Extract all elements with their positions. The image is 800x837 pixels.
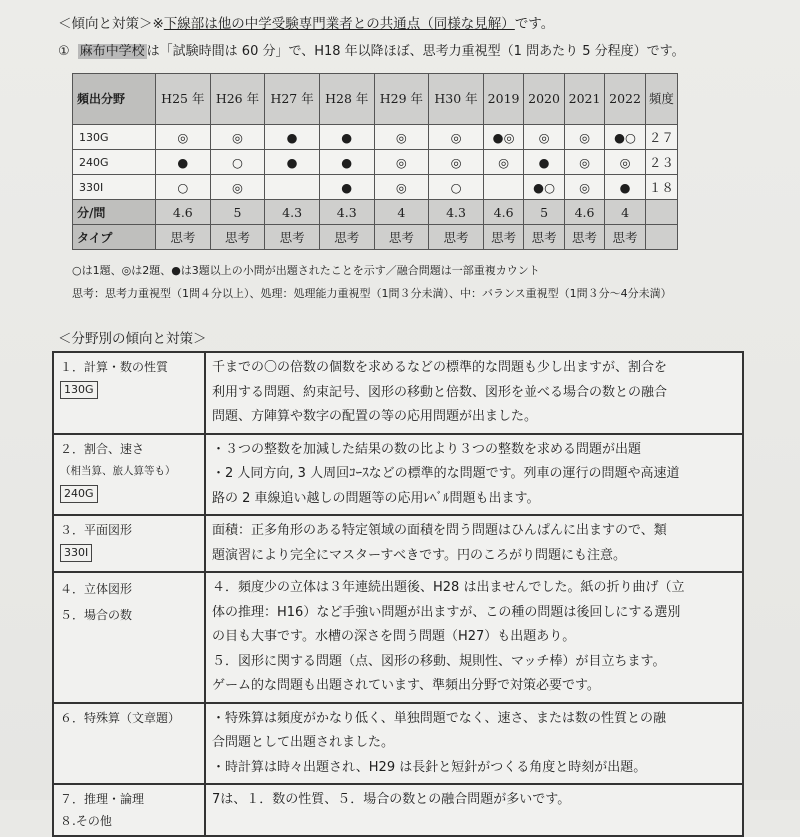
topic-line: ５．図形に関する問題（点、図形の移動、規則性、マッチ棒）が目立ちます。 — [212, 653, 666, 669]
heading-title: ＜傾向と対策＞ — [58, 16, 153, 32]
topic-line: 路の 2 車線追い越しの問題等の応用ﾚﾍﾞﾙ問題も出ます。 — [212, 490, 540, 506]
year-cell: H28 年 — [319, 74, 374, 125]
topic-label-cell — [53, 784, 205, 836]
type-cell: 思考 — [210, 225, 265, 250]
minutes-cell: 5 — [210, 200, 265, 225]
mark-cell: ● — [524, 150, 564, 175]
year-cell: H26 年 — [210, 74, 265, 125]
empty-cell — [645, 200, 677, 225]
freq-cell: ２３ — [645, 150, 677, 175]
table-row — [53, 434, 743, 516]
topic-label-cell — [53, 703, 205, 785]
mark-cell: ● — [319, 150, 374, 175]
mark-cell: ◎ — [156, 125, 211, 150]
year-cell: H30 年 — [429, 74, 484, 125]
section-heading-topics: ＜分野別の傾向と対策＞ — [58, 331, 207, 347]
type-row — [73, 225, 678, 250]
mark-cell: ● — [605, 175, 645, 200]
topic-description-cell — [205, 572, 743, 703]
year-cell: H25 年 — [156, 74, 211, 125]
topic-line: 千までの〇の倍数の個数を求めるなどの標準的な問題も少し出ますが、割合を — [212, 360, 668, 375]
mark-cell: ◎ — [564, 150, 604, 175]
mark-cell: ● — [319, 175, 374, 200]
topic-line: の目も大事です。水槽の深さを問う問題（H27）も出題あり。 — [212, 629, 576, 644]
row-code: 240G — [73, 150, 156, 175]
mark-cell: ◎ — [374, 125, 429, 150]
mark-cell: ○ — [429, 175, 484, 200]
minutes-row — [73, 200, 678, 225]
mark-cell: ◎ — [564, 175, 604, 200]
year-cell: 2021 — [564, 74, 604, 125]
topic-line: 体の推理：H16）など手強い問題が出ますが、この種の問題は後回しにする選別 — [212, 604, 681, 620]
mark-cell: ○ — [156, 175, 211, 200]
topic-line: ゲーム的な問題も出題されています、準頻出分野で対策必要です。 — [212, 678, 600, 693]
topic-label: １．計算・数の性質 — [60, 360, 169, 374]
mark-cell: ●○ — [524, 175, 564, 200]
topic-line: ４．頻度少の立体は３年連続出題後、H28 は出ませんでした。紙の折り曲げ（立 — [212, 580, 685, 595]
topic-label: ３．平面図形 — [60, 523, 133, 537]
table-row — [53, 352, 743, 434]
mark-cell — [483, 175, 523, 200]
mark-cell: ◎ — [374, 150, 429, 175]
topic-label-cell — [53, 434, 205, 516]
topic-label: ５．場合の数 — [60, 608, 133, 622]
legend-note: ○は1題、◎は2題、●は3題以上の小問が出題されたことを示す／融合問題は一部重複カウント — [72, 264, 540, 277]
type-cell: 思考 — [156, 225, 211, 250]
topic-line: ・2 人同方向, 3 人周回ｺｰｽなどの標準的な問題です。列車の運行の問題や高速道 — [212, 466, 680, 481]
year-cell: H27 年 — [265, 74, 320, 125]
type-note: 思考：思考力重視型（1問４分以上）、処理：処理能力重視型（1問３分未満）、中：バランス重視型（1問３分～4分未満） — [72, 287, 672, 300]
year-cell: 2020 — [524, 74, 564, 125]
topic-line: 面積：正多角形のある特定領域の面積を問う問題はひんぱんに出ますので、類 — [212, 523, 667, 538]
topic-label: ４．立体図形 — [60, 582, 133, 596]
minutes-cell: 4 — [374, 200, 429, 225]
type-cell: 思考 — [319, 225, 374, 250]
type-cell: 思考 — [374, 225, 429, 250]
freq-cell: １８ — [645, 175, 677, 200]
topic-line: 合問題として出題されました。 — [212, 735, 395, 750]
topic-description-cell — [205, 784, 743, 836]
heading-note-underlined: 下線部は他の中学受験専門業者との共通点（同様な見解） — [163, 16, 515, 32]
table-row — [53, 515, 743, 572]
topic-label-cell — [53, 572, 205, 703]
heading-note-suffix: です。 — [514, 16, 555, 32]
mark-cell: ● — [319, 125, 374, 150]
mark-cell: ◎ — [524, 125, 564, 150]
year-cell: 2022 — [605, 74, 645, 125]
topic-code: 130G — [60, 381, 98, 399]
year-cell: H29 年 — [374, 74, 429, 125]
frequency-header-row — [73, 74, 678, 125]
topic-description-cell — [205, 434, 743, 516]
minutes-cell: 4.6 — [156, 200, 211, 225]
mark-cell: ● — [265, 150, 320, 175]
mark-cell: ◎ — [564, 125, 604, 150]
type-cell: 思考 — [564, 225, 604, 250]
topic-label-cell — [53, 352, 205, 434]
table-row — [73, 175, 678, 200]
school-summary-line — [58, 40, 685, 59]
mark-cell: ◎ — [374, 175, 429, 200]
school-name: 麻布中学校 — [79, 44, 145, 59]
topic-description-cell — [205, 515, 743, 572]
section-heading-trends — [58, 12, 554, 32]
mark-cell: ◎ — [429, 125, 484, 150]
type-cell: 思考 — [483, 225, 523, 250]
mark-cell: ● — [156, 150, 211, 175]
topic-line: ・特殊算は頻度がかなり低く、単独問題でなく、速さ、または数の性質との融 — [212, 710, 666, 726]
frequency-table — [72, 73, 678, 250]
heading-note-prefix: ※ — [152, 16, 164, 32]
minutes-cell: 4.3 — [429, 200, 484, 225]
topic-line: 7は、１．数の性質、５．場合の数との融合問題が多いです。 — [212, 792, 571, 807]
mark-cell: ◎ — [429, 150, 484, 175]
type-label: タイプ — [73, 225, 156, 250]
year-cell: 2019 — [483, 74, 523, 125]
topic-line: 題演習により完全にマスターすべきです。円のころがり問題にも注意。 — [212, 547, 627, 563]
mark-cell: ○ — [210, 150, 265, 175]
table-row — [53, 572, 743, 703]
topic-sublabel: （相当算、旅人算等も） — [60, 464, 176, 477]
minutes-cell: 5 — [524, 200, 564, 225]
topic-label-cell — [53, 515, 205, 572]
type-cell: 思考 — [265, 225, 320, 250]
topic-line: 利用する問題、約束記号、図形の移動と倍数、図形を並べる場合の数との融合 — [212, 384, 668, 400]
topic-label: ２．割合、速さ — [60, 441, 145, 456]
mark-cell: ◎ — [210, 125, 265, 150]
mark-cell: ●◎ — [483, 125, 523, 150]
topic-label: ６．特殊算（文章題） — [60, 710, 181, 725]
empty-cell — [645, 225, 677, 250]
topic-label: ７．推理・論理 — [60, 792, 145, 806]
freq-cell: ２７ — [645, 125, 677, 150]
type-cell: 思考 — [524, 225, 564, 250]
mark-cell — [265, 175, 320, 200]
topic-description-cell — [205, 703, 743, 785]
minutes-cell: 4.6 — [564, 200, 604, 225]
mark-cell: ◎ — [605, 150, 645, 175]
table-row — [73, 125, 678, 150]
minutes-cell: 4.6 — [483, 200, 523, 225]
school-summary-text: は「試験時間は 60 分」で、H18 年以降ほぼ、思考力重視型（1 問あたり 5 分程度）です。 — [146, 44, 685, 59]
topic-line: ・３つの整数を加減した結果の数の比より３つの整数を求める問題が出題 — [212, 441, 642, 457]
mark-cell: ●○ — [605, 125, 645, 150]
mark-cell: ◎ — [210, 175, 265, 200]
topic-code: 240G — [60, 485, 98, 503]
header-label-cell: 頻出分野 — [73, 74, 156, 125]
topic-line: 問題、方陣算や数字の配置の等の応用問題が出ました。 — [212, 409, 538, 424]
mark-cell: ● — [265, 125, 320, 150]
minutes-cell: 4 — [605, 200, 645, 225]
minutes-cell: 4.3 — [265, 200, 320, 225]
type-cell: 思考 — [429, 225, 484, 250]
type-cell: 思考 — [605, 225, 645, 250]
topics-table — [52, 351, 744, 837]
table-row — [53, 703, 743, 785]
table-row — [53, 784, 743, 836]
mark-cell: ◎ — [483, 150, 523, 175]
topic-label: ８.その他 — [60, 814, 112, 828]
circled-number: ① — [58, 44, 70, 59]
topic-description-cell — [205, 352, 743, 434]
row-code: 330I — [73, 175, 156, 200]
minutes-label: 分/問 — [73, 200, 156, 225]
row-code: 130G — [73, 125, 156, 150]
topic-code: 330I — [60, 544, 92, 562]
topic-line: ・時計算は時々出題され、H29 は長針と短針がつくる角度と時刻が出題。 — [212, 759, 647, 775]
minutes-cell: 4.3 — [319, 200, 374, 225]
freq-header-cell: 頻度 — [645, 74, 677, 125]
table-row — [73, 150, 678, 175]
